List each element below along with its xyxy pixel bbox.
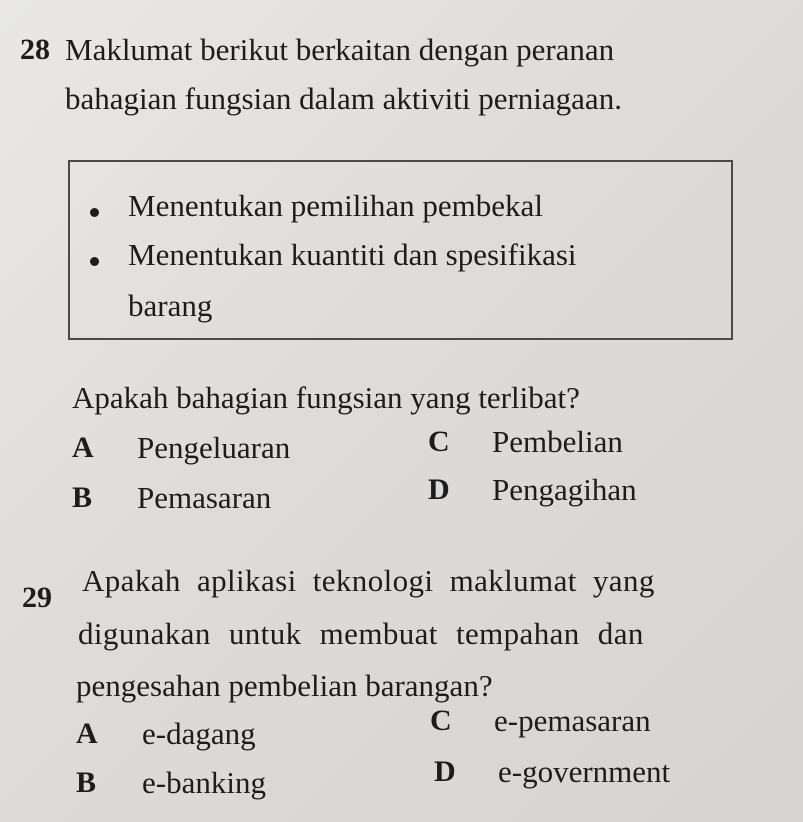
question-number: 29 [22, 581, 52, 614]
option-text[interactable]: e-pemasaran [494, 703, 651, 738]
option-letter[interactable]: B [76, 766, 97, 799]
question-stem-line: bahagian fungsian dalam aktiviti perniagaan. [65, 81, 622, 116]
option-text[interactable]: Pengagihan [492, 472, 637, 507]
option-letter[interactable]: D [428, 473, 450, 506]
option-letter[interactable]: A [72, 431, 94, 464]
bullet-icon [90, 257, 99, 266]
option-text[interactable]: e-government [498, 754, 671, 789]
option-text[interactable]: e-dagang [142, 716, 256, 751]
info-item: Menentukan kuantiti dan spesifikasi [128, 237, 577, 272]
option-text[interactable]: e-banking [142, 765, 266, 800]
info-item: Menentukan pemilihan pembekal [128, 188, 543, 223]
question-stem-line: pengesahan pembelian barangan? [76, 668, 493, 703]
bullet-icon [90, 208, 99, 217]
option-letter[interactable]: A [76, 717, 98, 750]
option-text[interactable]: Pemasaran [137, 480, 272, 515]
question-stem-line: digunakan untuk membuat tempahan dan [78, 616, 644, 651]
question-prompt: Apakah bahagian fungsian yang terlibat? [72, 380, 580, 415]
question-number: 28 [20, 33, 50, 66]
question-stem-line: Maklumat berikut berkaitan dengan peranan [65, 32, 615, 67]
option-letter[interactable]: D [434, 755, 456, 788]
info-item: barang [128, 288, 213, 323]
option-text[interactable]: Pengeluaran [137, 430, 291, 465]
question-stem-line: Apakah aplikasi teknologi maklumat yang [82, 563, 655, 598]
option-letter[interactable]: C [428, 425, 450, 458]
option-letter[interactable]: B [72, 481, 93, 514]
option-text[interactable]: Pembelian [492, 424, 623, 459]
option-letter[interactable]: C [430, 704, 452, 737]
